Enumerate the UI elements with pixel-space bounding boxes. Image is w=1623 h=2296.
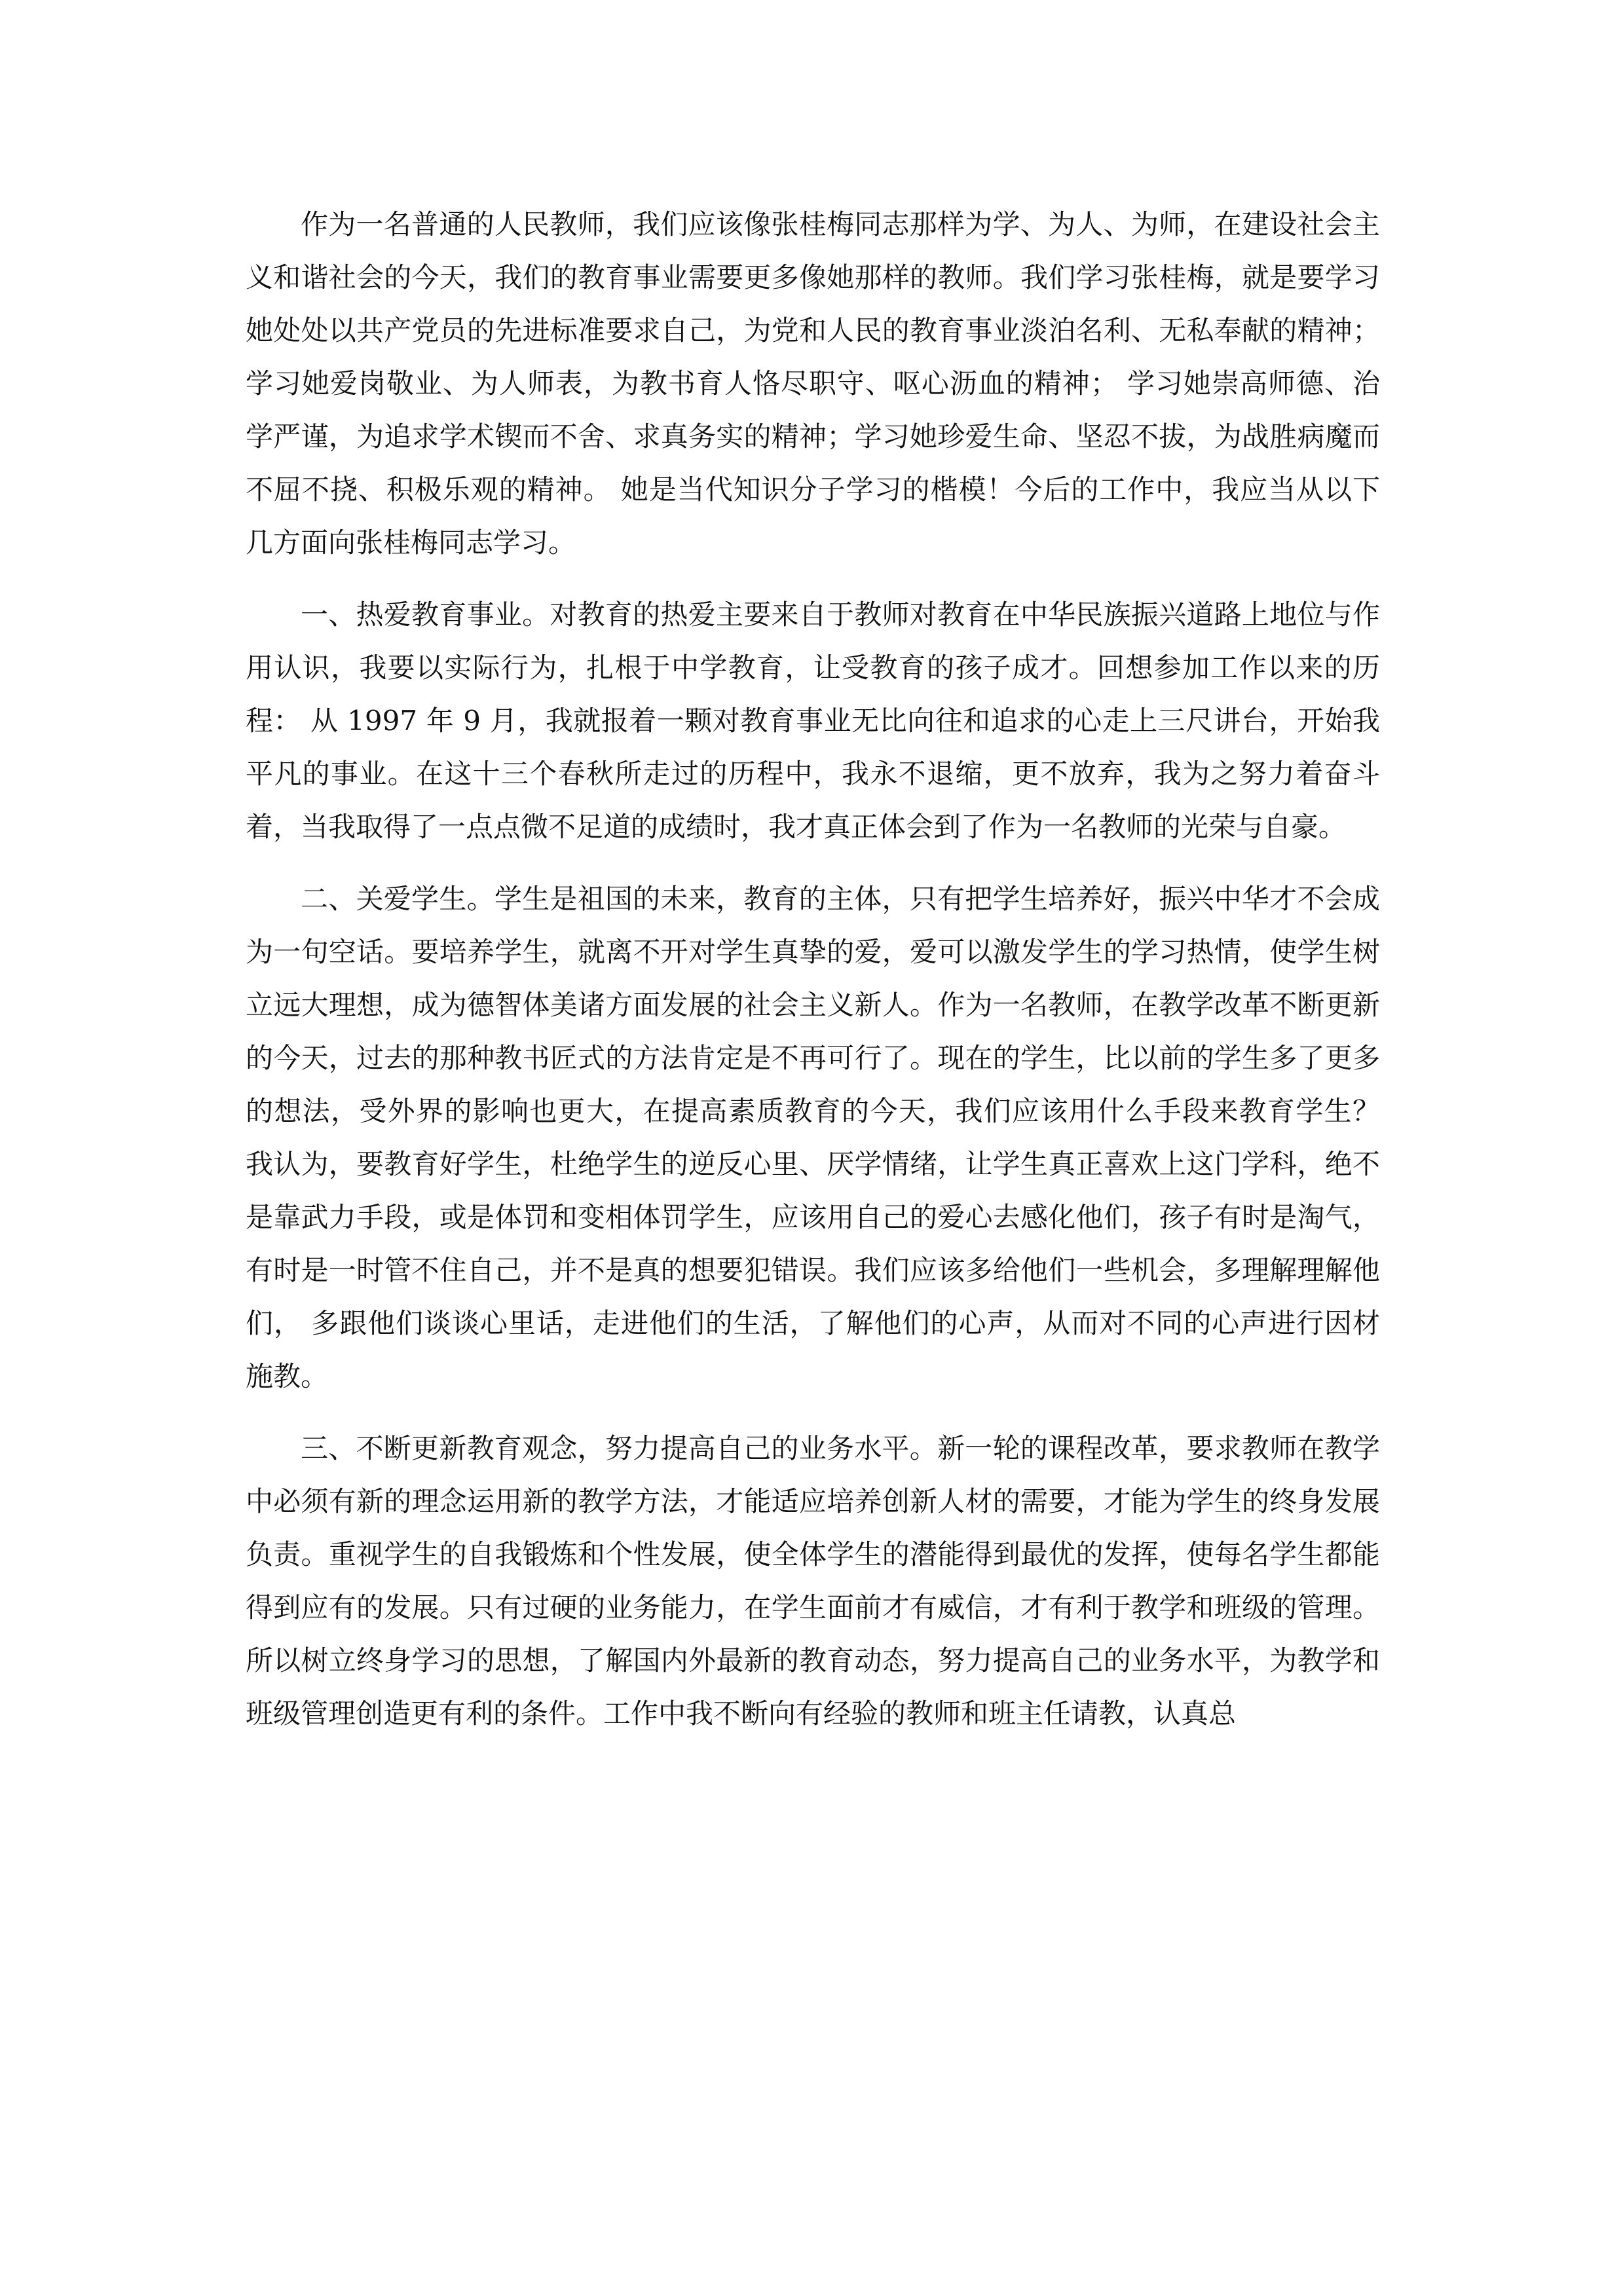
paragraph-love-education: 一、热爱教育事业。对教育的热爱主要来自于教师对教育在中华民族振兴道路上地位与作用认识，我要以实际行为，扎根于中学教育，让受教育的孩子成才。回想参加工作以来的历程： 从 1997 年 9 月，我就报着一颗对教育事业无比向往和追求的心走上三尺讲台，开始我平凡的事业。在这十三个春秋所走过的历程中，我永不退缩，更不放弃，我为之努力着奋斗着，当我取得了一点点微不足道的成绩时，我才真正体会到了作为一名教师的光荣与自豪。 (246, 599, 1380, 843)
paragraph-intro: 作为一名普通的人民教师，我们应该像张桂梅同志那样为学、为人、为师，在建设社会主义和谐社会的今天，我们的教育事业需要更多像她那样的教师。我们学习张桂梅，就是要学习她处处以共产党员的先进标准要求自己，为党和人民的教育事业淡泊名利、无私奉献的精神；学习她爱岗敬业、为人师表，为教书育人恪尽职守、呕心沥血的精神； 学习她崇高师德、治学严谨，为追求学术锲而不舍、求真务实的精神；学习她珍爱生命、坚忍不拔，为战胜病魔而不屈不挠、积极乐观的精神。 她是当代知识分子学习的楷模！今后的工作中，我应当从以下几方面向张桂梅同志学习。 (246, 208, 1380, 559)
paragraph-care-students: 二、关爱学生。学生是祖国的未来，教育的主体，只有把学生培养好，振兴中华才不会成为一句空话。要培养学生，就离不开对学生真挚的爱，爱可以激发学生的学习热情，使学生树立远大理想，成为德智体美诸方面发展的社会主义新人。作为一名教师，在教学改革不断更新的今天，过去的那种教书匠式的方法肯定是不再可行了。现在的学生，比以前的学生多了更多的想法，受外界的影响也更大，在提高素质教育的今天，我们应该用什么手段来教育学生？ 我认为，要教育好学生，杜绝学生的逆反心里、厌学情绪，让学生真正喜欢上这门学科，绝不是靠武力手段，或是体罚和变相体罚学生，应该用自己的爱心去感化他们，孩子有时是淘气，有时是一时管不住自己，并不是真的想要犯错误。我们应该多给他们一些机会，多理解理解他们， 多跟他们谈谈心里话，走进他们的生活，了解他们的心声，从而对不同的心声进行因材施教。 (246, 883, 1380, 1392)
paragraph-update-concepts: 三、不断更新教育观念，努力提高自己的业务水平。新一轮的课程改革，要求教师在教学中必须有新的理念运用新的教学方法，才能适应培养创新人材的需要，才能为学生的终身发展负责。重视学生的自我锻炼和个性发展，使全体学生的潜能得到最优的发挥，使每名学生都能得到应有的发展。只有过硬的业务能力，在学生面前才有威信，才有利于教学和班级的管理。所以树立终身学习的思想，了解国内外最新的教育动态，努力提高自己的业务水平，为教学和班级管理创造更有利的条件。工作中我不断向有经验的教师和班主任请教，认真总 (246, 1432, 1380, 1730)
document-body (246, 198, 1380, 1740)
